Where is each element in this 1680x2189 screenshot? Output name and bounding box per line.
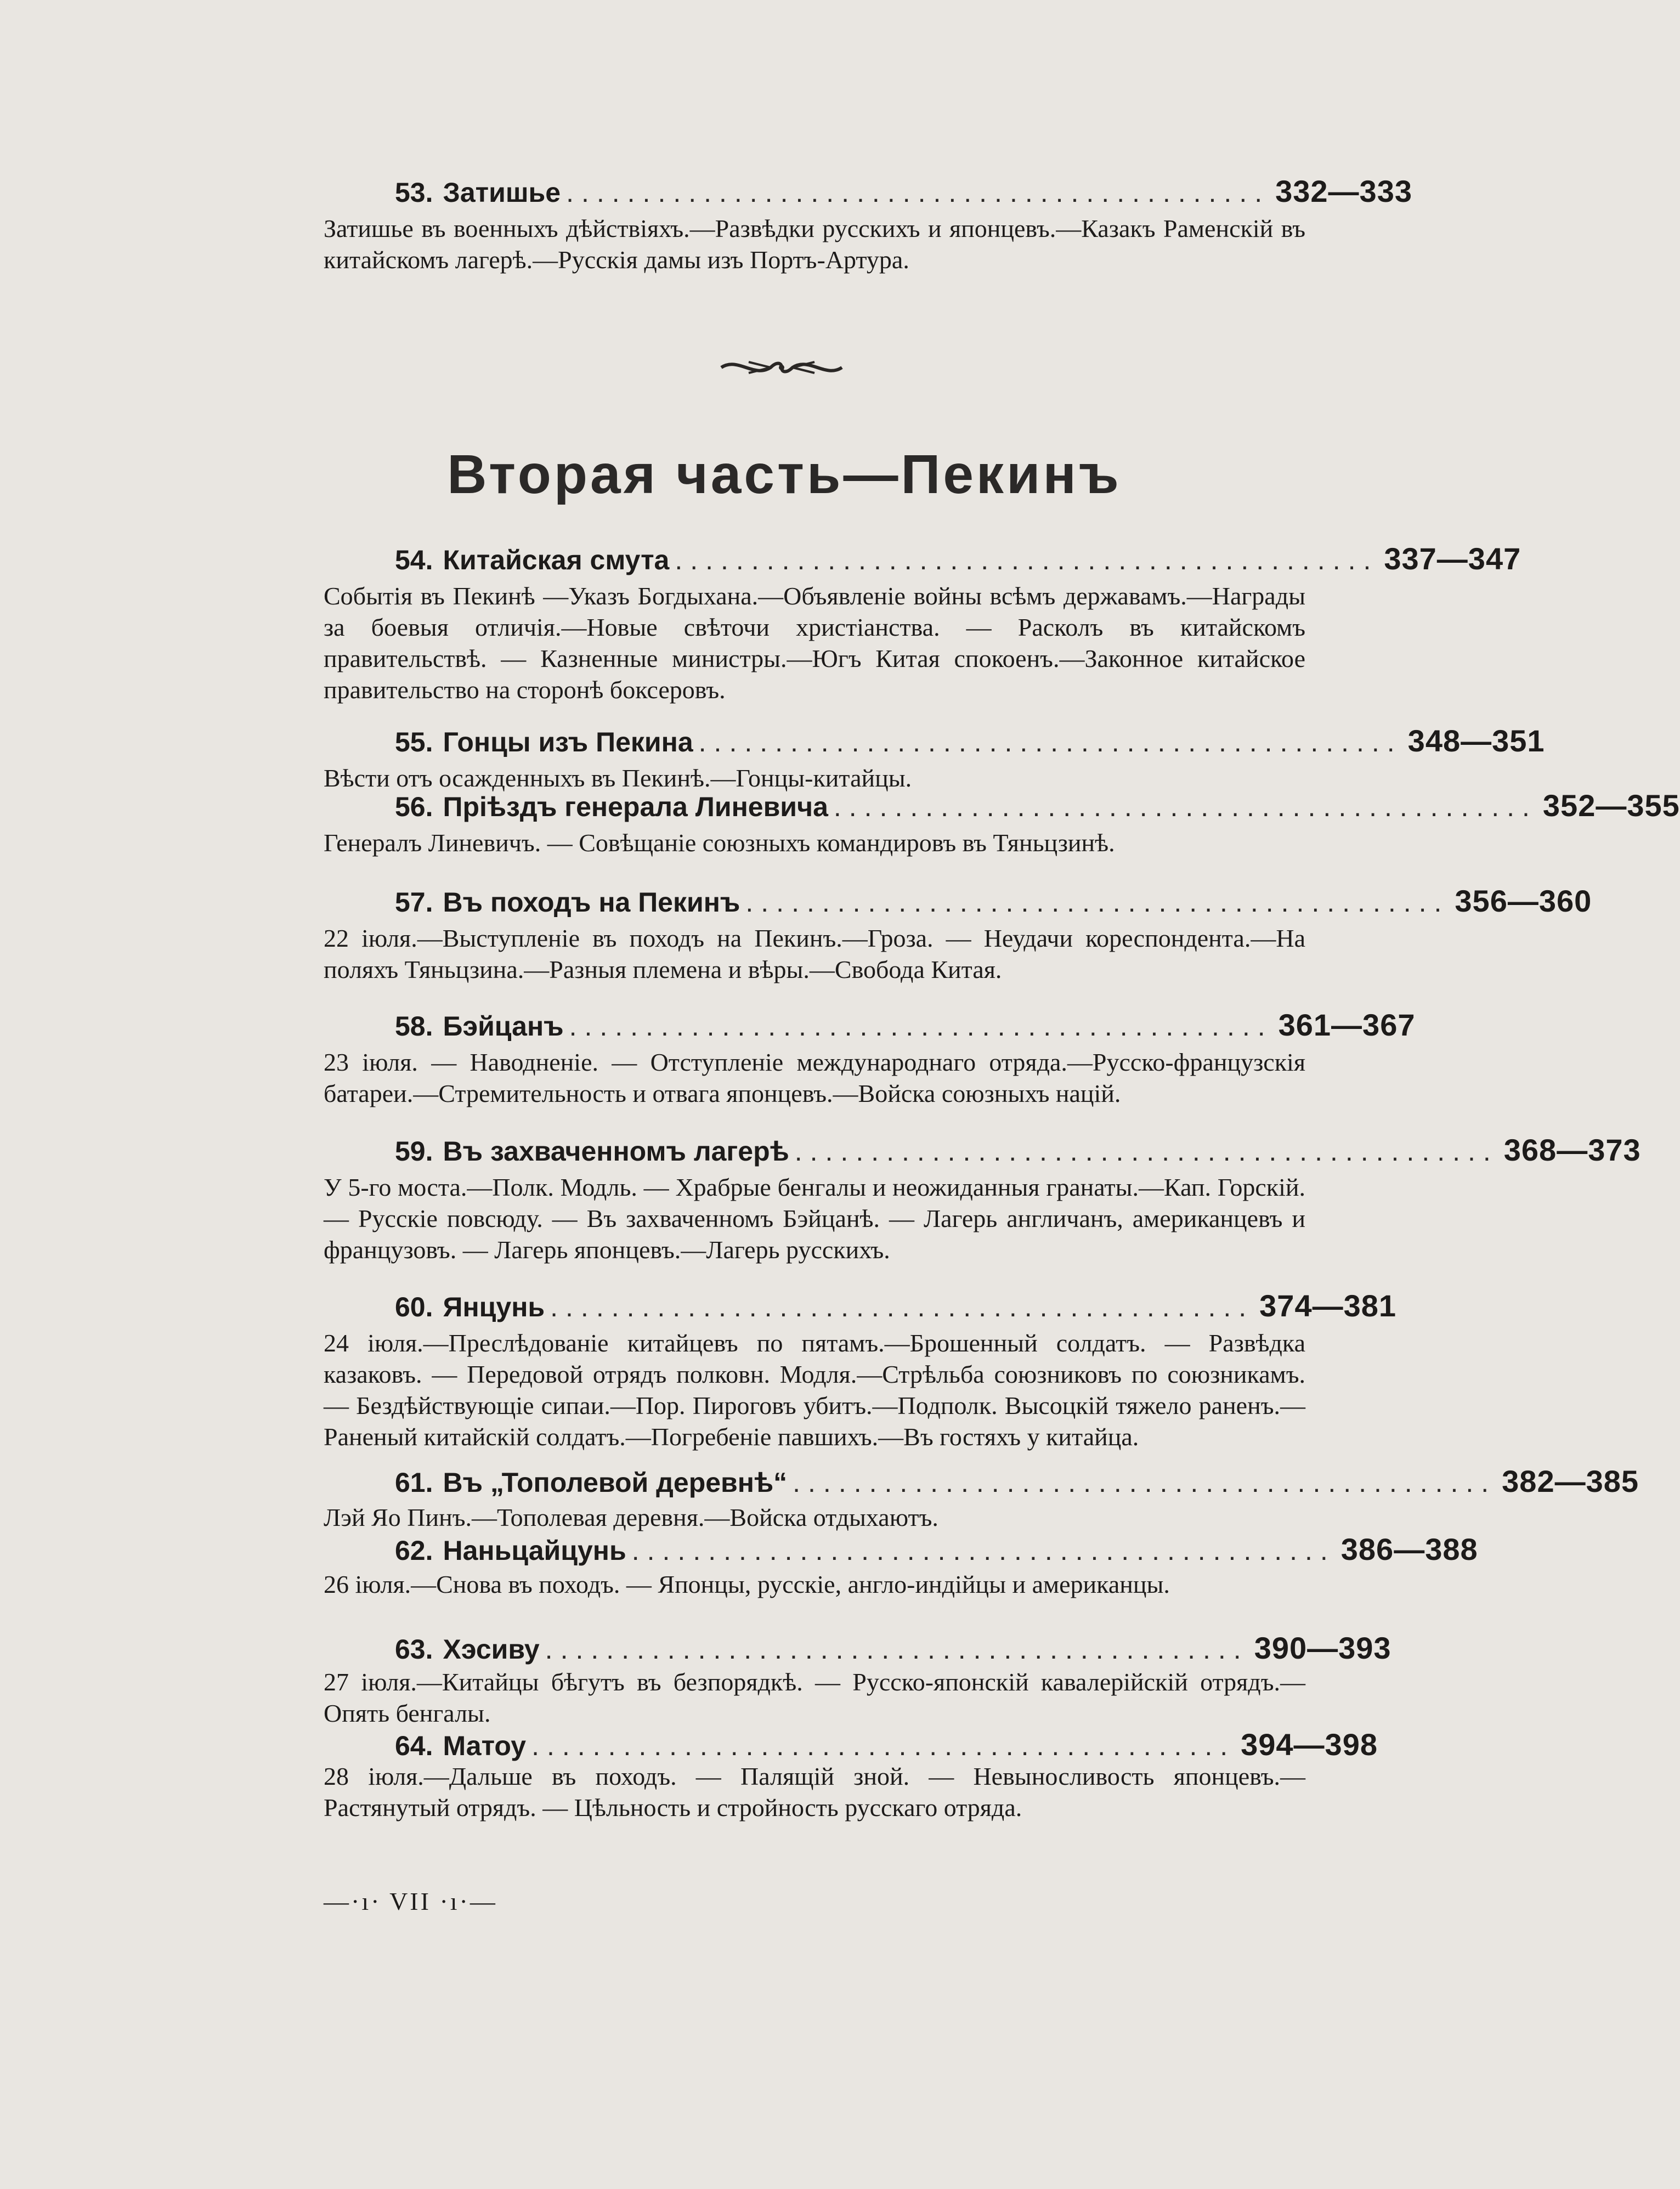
entry-title: Хэсиву [443,1634,540,1665]
entry-title: Прiѣздъ генерала Линевича [443,791,828,822]
entry-number: 54. [395,545,433,575]
entry-description: Генералъ Линевичъ. — Совѣщанiе союзныхъ командировъ въ Тяньцзинѣ. [324,829,1115,857]
page-number: —·ı· VII ·ı·— [324,1887,497,1915]
entry-pages: 361—367 [1278,1008,1416,1042]
entry-description: У 5-го моста.—Полк. Модль. — Храбрые бенгалы и неожиданныя гранаты.—Кап. Горскiй. — Русскiе повсюду. — Въ захваченномъ Бэйцанѣ. — Лагерь англичанъ, американцевъ и французовъ. — Лагерь японцевъ.—Лагерь русскихъ. [324,1173,1305,1264]
dot-leader: .............................................. [833,791,1537,822]
entry-pages: 374—381 [1259,1288,1397,1323]
entry-number: 62. [395,1535,433,1566]
entry-title: Въ захваченномъ лагерѣ [443,1136,789,1167]
toc-entry-53 [395,174,1412,210]
entry-description: Событiя въ Пекинѣ —Указъ Богдыхана.—Объявленiе войны всѣмъ державамъ.—Награды за боевыя отличiя.—Новые свѣточи христiанства. — Расколъ въ китайскомъ правительствѣ. — Казненные министры.—Югъ Китая спокоенъ.—Законное китайское правительство на сторонѣ боксеровъ. [324,582,1305,704]
entry-number: 55. [395,727,433,757]
dot-leader: .............................................. [698,727,1402,757]
toc-entry-60 [395,1288,1397,1324]
entry-description: 26 iюля.—Снова въ походъ. — Японцы, русскiе, англо-индiйцы и американцы. [324,1570,1170,1598]
dot-leader: .............................................. [794,1136,1498,1167]
dot-leader: .............................................. [566,177,1270,208]
entry-title: Гонцы изъ Пекина [443,727,693,757]
entry-description: 28 iюля.—Дальше въ походъ. — Палящiй зной. — Невыносливость японцевъ.—Растянутый отрядъ. — Цѣльность и стройность русскаго отряда. [324,1762,1305,1822]
entry-description: 27 iюля.—Китайцы бѣгутъ въ безпорядкѣ. — Русско-японскiй кавалерiйскiй отрядъ.—Опять бенгалы. [324,1668,1305,1727]
entry-pages: 352—355 [1542,788,1680,823]
entry-number: 59. [395,1136,433,1167]
entry-number: 64. [395,1730,433,1761]
dot-leader: .............................................. [631,1535,1336,1566]
entry-description: Затишье въ военныхъ дѣйствiяхъ.—Развѣдки русскихъ и японцевъ.—Казакъ Раменскiй въ китайскомъ лагерѣ.—Русскiя дамы изъ Портъ-Артура. [324,214,1305,274]
entry-title: Затишье [443,177,561,208]
entry-title: Матоу [443,1730,527,1761]
dot-leader: .............................................. [550,1292,1254,1322]
entry-pages: 332—333 [1275,174,1412,208]
toc-entry-61 [395,1464,1639,1500]
toc-entry-57 [395,884,1592,919]
entry-title: Янцунь [443,1292,545,1322]
entry-pages: 348—351 [1407,723,1545,758]
entry-title: Бэйцанъ [443,1011,564,1042]
entry-pages: 337—347 [1384,541,1521,576]
entry-pages: 394—398 [1241,1727,1378,1762]
toc-entry-62 [395,1532,1478,1568]
entry-description: 23 iюля. — Наводненiе. — Отступленiе международнаго отряда.—Русско-французскiя батареи.—Стремительность и отвага японцевъ.—Войска союзныхъ нацiй. [324,1048,1305,1107]
entry-description: Лэй Яо Пинъ.—Тополевая деревня.—Войска отдыхаютъ. [324,1503,938,1531]
dot-leader: .............................................. [531,1730,1236,1761]
entry-title: Наньцайцунь [443,1535,626,1566]
toc-entry-56 [395,788,1680,824]
entry-pages: 390—393 [1254,1631,1391,1665]
entry-description: 22 iюля.—Выступленiе въ походъ на Пекинъ.—Гроза. — Неудачи кореспондента.—На поляхъ Тяньцзина.—Разныя племена и вѣры.—Свобода Китая. [324,924,1305,983]
entry-title: Въ походъ на Пекинъ [443,887,740,918]
entry-number: 57. [395,887,433,918]
entry-number: 63. [395,1634,433,1665]
entry-number: 60. [395,1292,433,1322]
dot-leader: .............................................. [793,1467,1497,1498]
entry-description: Вѣсти отъ осажденныхъ въ Пекинѣ.—Гонцы-китайцы. [324,764,912,792]
entry-pages: 356—360 [1455,884,1592,918]
dot-leader: .............................................. [675,545,1379,575]
entry-number: 53. [395,177,433,208]
part-title: Вторая часть—Пекинъ [447,444,1122,505]
toc-entry-59 [395,1133,1641,1168]
entry-title: Въ „Тополевой деревнѣ“ [443,1467,788,1498]
entry-description: 24 iюля.—Преслѣдованiе китайцевъ по пятамъ.—Брошенный солдатъ. — Развѣдка казаковъ. — Передовой отрядъ полковн. Модля.—Стрѣльба союзниковъ по союзникамъ. — Бездѣйствующiе сипаи.—Пор. Пироговъ убитъ.—Подполк. Высоцкiй тяжело раненъ.—Раненый китайскiй солдатъ.—Погребенiе павшихъ.—Въ гостяхъ у китайца. [324,1329,1306,1451]
toc-entry-58 [395,1008,1416,1043]
entry-number: 58. [395,1011,433,1042]
toc-entry-55 [395,723,1545,759]
ornament-divider [716,351,847,384]
dot-leader: .............................................. [545,1634,1249,1665]
entry-title: Китайская смута [443,545,670,575]
toc-entry-63 [395,1631,1391,1666]
entry-pages: 368—373 [1503,1133,1641,1167]
toc-entry-64 [395,1727,1378,1763]
entry-number: 61. [395,1467,433,1498]
dot-leader: .............................................. [569,1011,1273,1042]
toc-entry-54 [395,541,1521,577]
entry-number: 56. [395,791,433,822]
dot-leader: .............................................. [745,887,1450,918]
entry-pages: 386—388 [1340,1532,1478,1566]
entry-pages: 382—385 [1502,1464,1639,1498]
